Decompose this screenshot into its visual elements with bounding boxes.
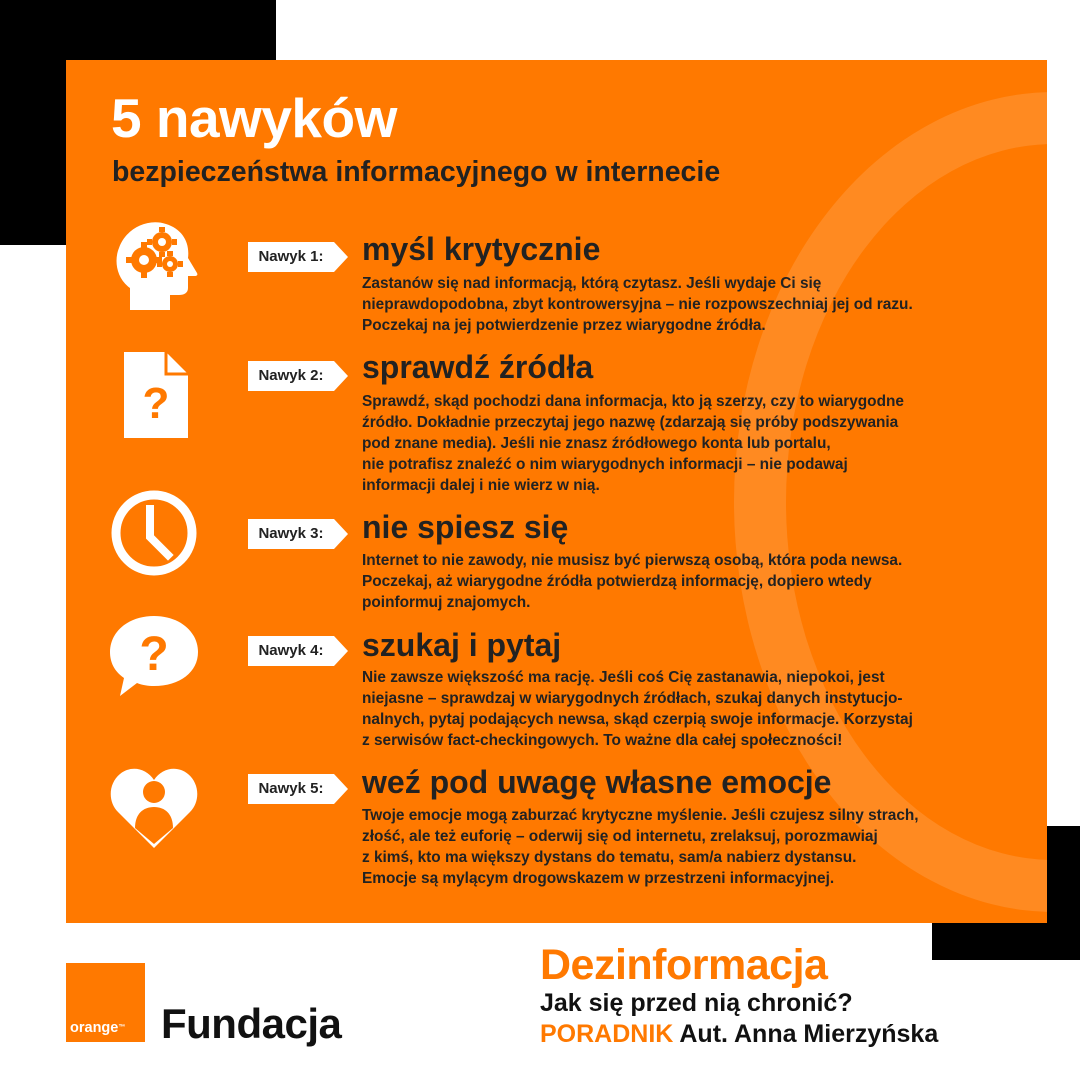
svg-text:?: ? (139, 628, 169, 681)
author-credit: Aut. Anna Mierzyńska (679, 1020, 939, 1048)
habit-description: Nie zawsze większość ma rację. Jeśli coś Cię zastanawia, niepokoi, jest niejasne – sprawdzaj w wiarygodnych źródłach, szukaj danych instytucjo- nalnych, pytaj podających newsa, skąd czerpią swoje informacje. Korzystaj z serwisów fact-checkingowych. To ważne dla całej społeczności! (362, 669, 913, 749)
habit-title: myśl krytycznie (362, 231, 601, 267)
speech-bubble-question-icon (108, 610, 200, 702)
habit-tag: Nawyk 2: (248, 361, 348, 391)
campaign-title: Dezinformacja (540, 941, 828, 989)
document-question-icon (108, 350, 200, 442)
habit-description: Twoje emocje mogą zaburzać krytyczne myślenie. Jeśli czujesz silny strach, złość, ale też euforię – oderwij się od internetu, zrelaksuj, porozmawiaj z kimś, kto ma większy dystans do tematu, sam/a nabierz dystansu. Emocje są mylącym drogowskazem w przestrzeni informacyjnej. (362, 807, 919, 887)
guide-label: PORADNIK (540, 1020, 674, 1048)
habit-description: Internet to nie zawody, nie musisz być pierwszą osobą, która poda newsa. Poczekaj, aż wiarygodne źródła potwierdzą informację, dopiero wtedy poinformuj znajomych. (362, 552, 903, 611)
page-subtitle: bezpieczeństwa informacyjnego w internecie (112, 156, 721, 188)
habit-tag: Nawyk 3: (248, 519, 348, 549)
guide-credit (540, 1019, 938, 1049)
brain-gears-icon (108, 218, 200, 310)
habit-title: szukaj i pytaj (362, 627, 562, 663)
habit-title: sprawdź źródła (362, 349, 594, 385)
habit-description: Sprawdź, skąd pochodzi dana informacja, kto ją szerzy, czy to wiarygodne źródło. Dokładnie przeczytaj jego nazwę (zdarzają się próby podszywania pod znane media). Jeśli nie znasz źródłowego konta lub portalu, nie potrafisz znaleźć o nim wiarygodnych informacji – nie podawaj informacji dalej i nie wierz w nią. (362, 393, 904, 494)
organization-name: Fundacja (161, 1000, 342, 1047)
habit-description: Zastanów się nad informacją, którą czytasz. Jeśli wydaje Ci się nieprawdopodobna, zbyt kontrowersyjna – nie rozpowszechniaj jej od razu. Poczekaj na jej potwierdzenie przez wiarygodne źródła. (362, 275, 913, 334)
page-title: 5 nawyków (111, 87, 397, 149)
heart-person-icon (108, 760, 200, 852)
habit-tag: Nawyk 1: (248, 242, 348, 272)
habit-title: nie spiesz się (362, 509, 569, 545)
habit-title: weź pod uwagę własne emocje (362, 764, 832, 800)
logo-text: orange (70, 1020, 119, 1036)
svg-text:?: ? (142, 379, 170, 428)
campaign-subtitle: Jak się przed nią chronić? (540, 989, 853, 1017)
habit-tag: Nawyk 5: (248, 774, 348, 804)
orange-info-panel (66, 60, 1047, 923)
clock-icon (108, 487, 200, 579)
habit-tag: Nawyk 4: (248, 636, 348, 666)
orange-logo (66, 963, 145, 1042)
logo-trademark: ™ (118, 1024, 126, 1031)
